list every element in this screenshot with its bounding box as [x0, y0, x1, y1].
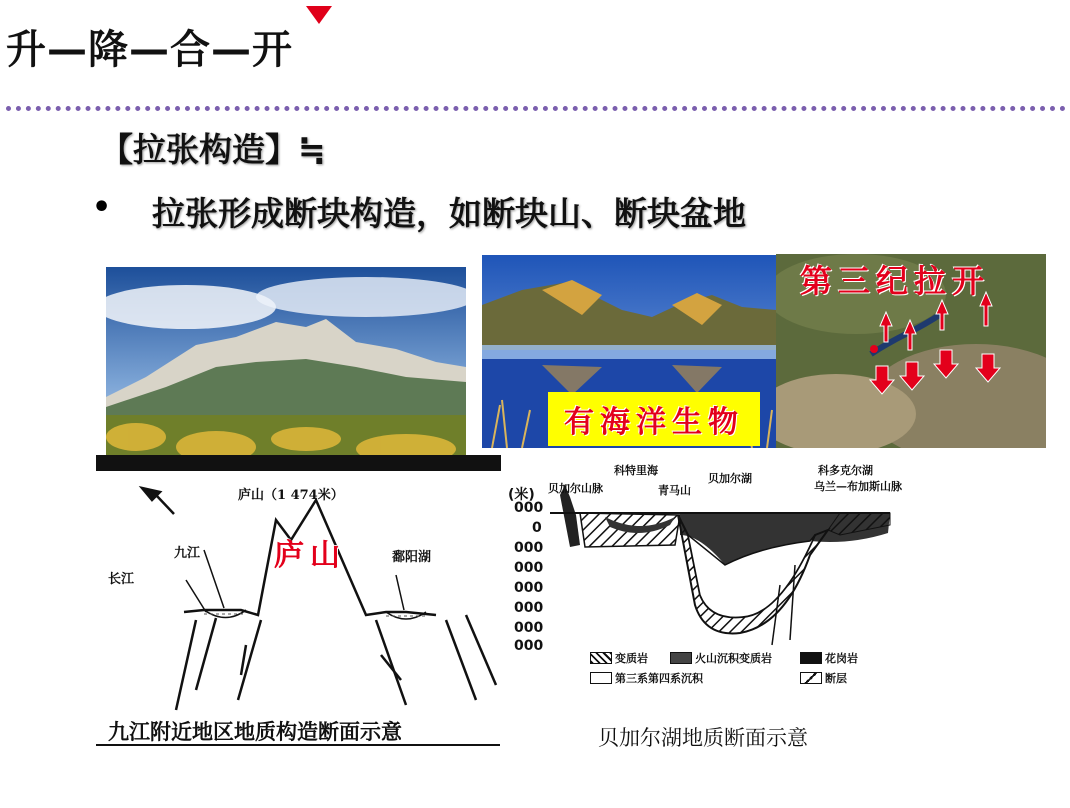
bullet-icon: •	[92, 190, 112, 225]
bullet-text: 拉张形成断块构造，如断块山、断块盆地	[152, 194, 746, 233]
qingma-label: 青马山	[658, 484, 691, 497]
tick-label: 000	[514, 638, 544, 654]
lushan-overlay-label: 庐山	[274, 538, 346, 573]
kedore-lake-label: 科多克尔湖	[818, 464, 873, 477]
lushan-cross-section	[96, 470, 506, 720]
metamorphic-swatch-icon	[590, 652, 612, 664]
dotted-divider	[6, 106, 1066, 111]
section-heading: 【拉张构造】≒	[100, 130, 326, 169]
legend-item: 第三系第四系沉积	[590, 670, 703, 686]
volcanic-swatch-icon	[670, 652, 692, 664]
sediment-swatch-icon	[590, 672, 612, 684]
rift-label: 第三纪拉开	[800, 262, 991, 300]
changjiang-label: 长江	[108, 572, 135, 587]
lushan-peak-label: 庐山（1 474米）	[238, 488, 344, 503]
baikal-lake-label: 贝加尔湖	[708, 472, 752, 485]
legend-item: 花岗岩	[800, 650, 858, 666]
red-triangle-marker-icon	[306, 6, 332, 24]
granite-swatch-icon	[800, 652, 822, 664]
baikal-diagram-caption: 贝加尔湖地质断面示意	[598, 726, 808, 750]
lushan-diagram-caption: 九江附近地区地质构造断面示意	[108, 719, 402, 744]
legend	[590, 650, 890, 690]
tick-label: 000	[514, 580, 544, 596]
depth-axis	[514, 500, 554, 654]
unit-label: (米)	[508, 487, 535, 503]
tick-label: 000	[514, 540, 544, 556]
slide-title: 升—降—合—开	[6, 27, 293, 73]
ocean-life-label: 有海洋生物	[548, 392, 760, 446]
tick-label: 000	[514, 560, 544, 576]
baikal-range-label: 贝加尔山脉	[548, 482, 603, 495]
kotelnikov-label: 科特里海	[614, 464, 658, 477]
lushan-photo	[106, 267, 466, 465]
photo-underline-bar	[96, 455, 501, 471]
legend-item: 火山沉积变质岩	[670, 650, 772, 666]
poyang-lake-label: 鄱阳湖	[392, 550, 432, 565]
legend-item: 变质岩	[590, 650, 648, 666]
jiujiang-label: 九江	[174, 546, 201, 561]
tick-label: 000	[514, 500, 544, 516]
tick-label: 000	[514, 620, 544, 636]
ulan-range-label: 乌兰—布加斯山脉	[814, 480, 902, 493]
tick-label: 000	[514, 600, 544, 616]
legend-item: 断层	[800, 670, 847, 686]
fault-swatch-icon	[800, 672, 822, 684]
tick-label: 0	[532, 520, 542, 536]
